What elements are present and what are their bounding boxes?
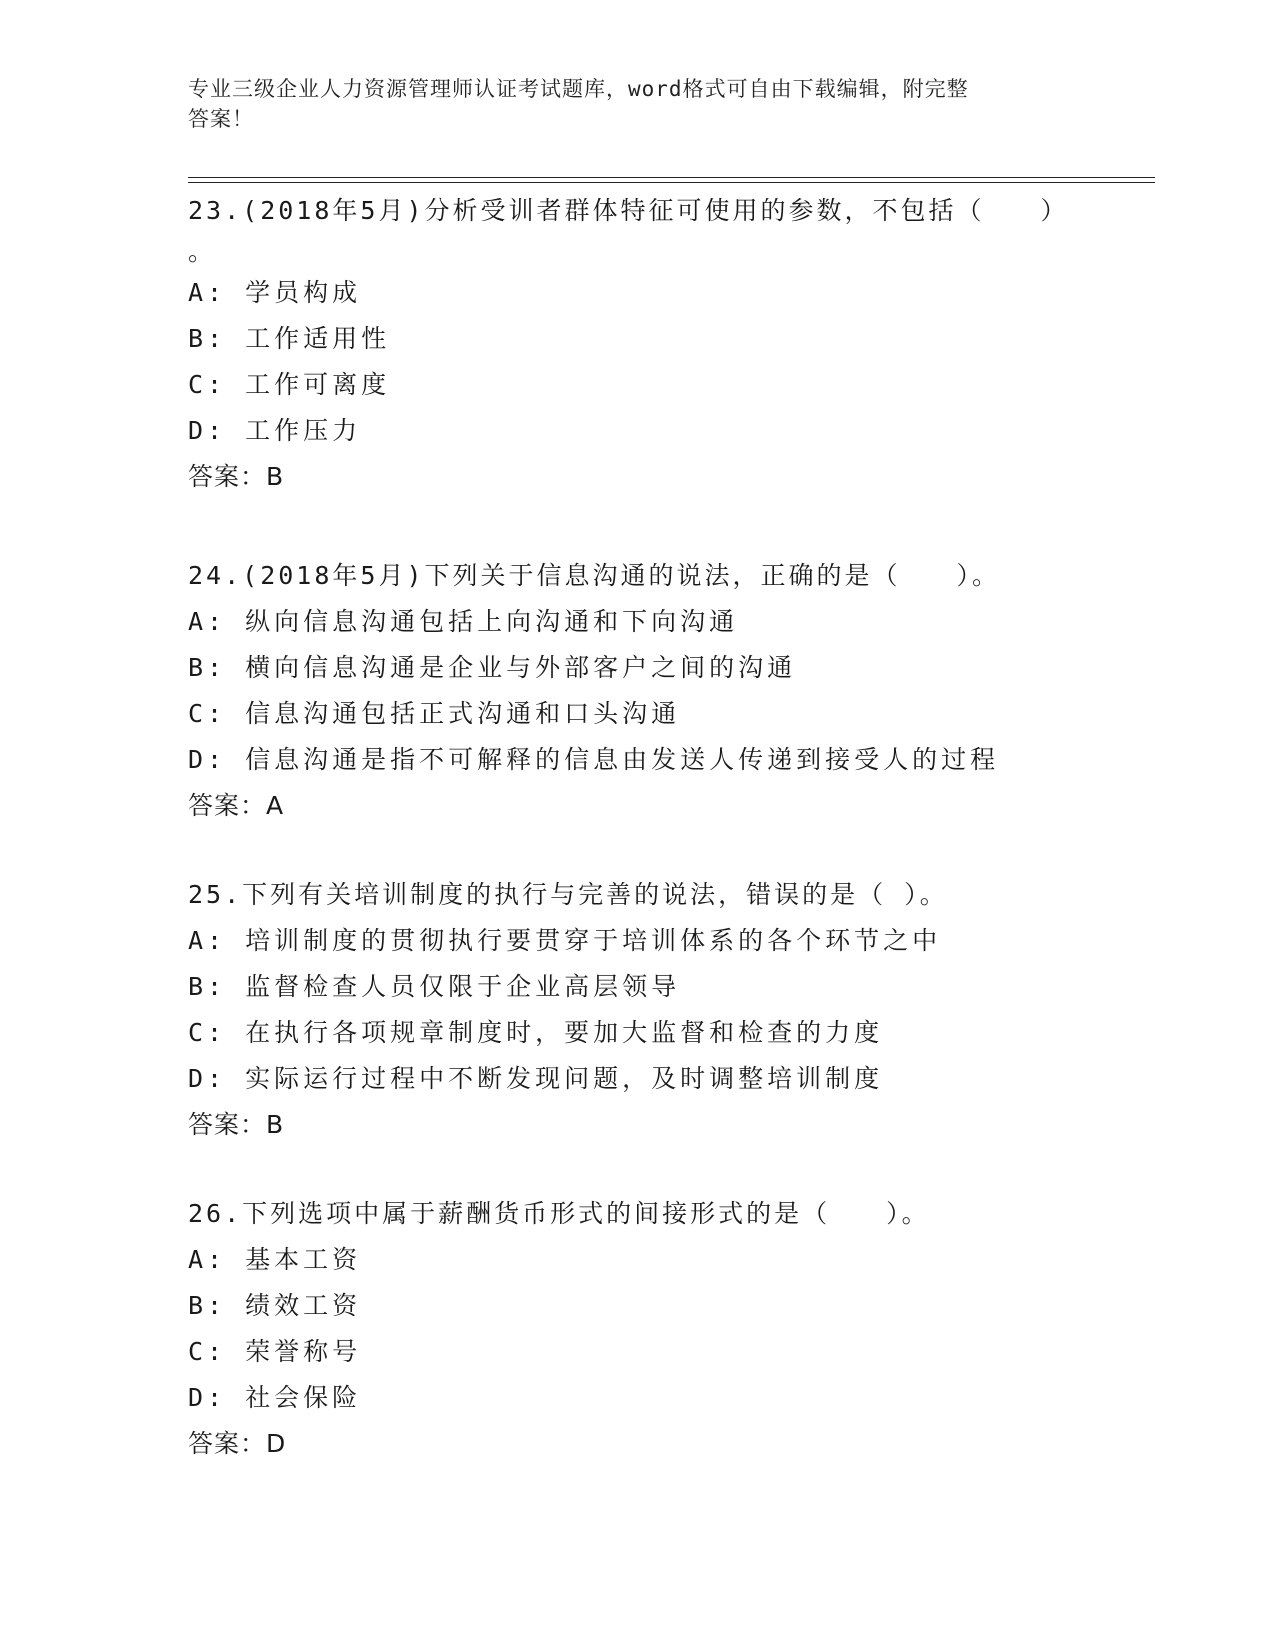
header-note-line-1: 专业三级企业人力资源管理师认证考试题库，word格式可自由下载编辑，附完整 <box>188 77 969 101</box>
answer-line: 答案：B <box>188 1110 285 1139</box>
option-a: A: 纵向信息沟通包括上向沟通和下向沟通 <box>188 607 739 636</box>
option-d: D: 工作压力 <box>188 416 362 445</box>
option-d: D: 实际运行过程中不断发现问题，及时调整培训制度 <box>188 1064 884 1093</box>
question-stem: 24.(2018年5月)下列关于信息沟通的说法，正确的是（ ）。 <box>188 561 1001 590</box>
option-c: C: 工作可离度 <box>188 370 391 399</box>
header-note <box>188 74 1068 134</box>
question-stem: 23.(2018年5月)分析受训者群体特征可使用的参数，不包括（ ） <box>188 196 1069 225</box>
answer-line: 答案：D <box>188 1429 287 1458</box>
option-a: A: 学员构成 <box>188 278 362 307</box>
option-b: B: 监督检查人员仅限于企业高层领导 <box>188 972 681 1001</box>
question-stem: 26.下列选项中属于薪酬货币形式的间接形式的是（ ）。 <box>188 1199 930 1228</box>
question-stem: 25.下列有关培训制度的执行与完善的说法，错误的是（ ）。 <box>188 880 948 909</box>
header-note-line-2: 答案！ <box>188 107 254 131</box>
option-d: D: 社会保险 <box>188 1383 362 1412</box>
option-c: C: 信息沟通包括正式沟通和口头沟通 <box>188 699 681 728</box>
question-stem-continuation: 。 <box>188 237 217 266</box>
question-23 <box>188 188 1088 500</box>
option-b: B: 工作适用性 <box>188 324 391 353</box>
option-b: B: 横向信息沟通是企业与外部客户之间的沟通 <box>188 653 797 682</box>
option-b: B: 绩效工资 <box>188 1291 362 1320</box>
option-a: A: 培训制度的贯彻执行要贯穿于培训体系的各个环节之中 <box>188 926 942 955</box>
answer-line: 答案：B <box>188 462 285 491</box>
question-26 <box>188 1191 1088 1467</box>
option-d: D: 信息沟通是指不可解释的信息由发送人传递到接受人的过程 <box>188 745 1000 774</box>
header-divider-top <box>188 177 1155 178</box>
option-a: A: 基本工资 <box>188 1245 362 1274</box>
question-25 <box>188 872 1088 1148</box>
question-24 <box>188 553 1088 829</box>
answer-line: 答案：A <box>188 791 285 820</box>
option-c: C: 荣誉称号 <box>188 1337 362 1366</box>
header-divider-bottom <box>188 182 1155 183</box>
option-c: C: 在执行各项规章制度时，要加大监督和检查的力度 <box>188 1018 884 1047</box>
